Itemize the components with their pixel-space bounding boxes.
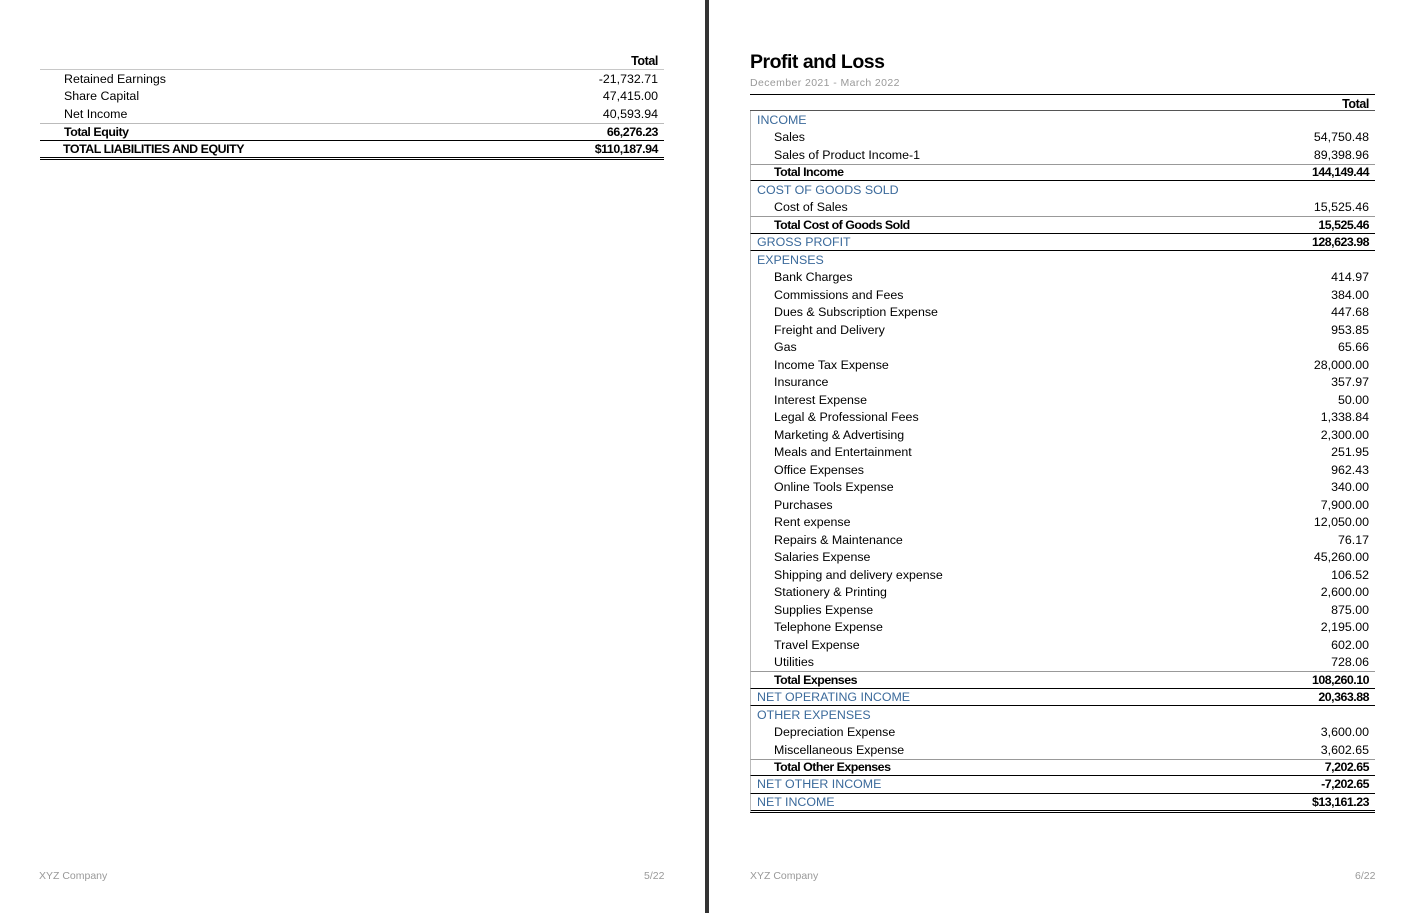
row-label: Net Income (64, 106, 128, 121)
total-income-row (750, 164, 1375, 182)
section-heading-other-expenses (750, 706, 1375, 724)
row-label: Supplies Expense (774, 602, 874, 617)
row-label: Legal & Professional Fees (774, 410, 919, 425)
grand-total-row (40, 140, 664, 160)
table-row (750, 391, 1375, 409)
row-label: TOTAL LIABILITIES AND EQUITY (63, 142, 245, 156)
row-label: Share Capital (64, 89, 140, 104)
profit-loss-table (750, 94, 1375, 813)
row-label: Income Tax Expense (774, 357, 889, 372)
table-row (750, 566, 1375, 584)
table-row (750, 549, 1375, 567)
row-value: 15,525.46 (1318, 217, 1369, 232)
table-row (40, 105, 664, 123)
row-label: Gas (774, 340, 797, 355)
row-value: -7,202.65 (1321, 777, 1369, 792)
row-value: 1,338.84 (1320, 410, 1369, 425)
row-value: $13,161.23 (1311, 794, 1369, 809)
table-row (750, 619, 1375, 637)
row-label: Freight and Delivery (774, 322, 885, 337)
total-other-expenses-row (750, 759, 1375, 777)
table-row (750, 426, 1375, 444)
section-label: COST OF GOODS SOLD (757, 182, 899, 197)
table-row (750, 321, 1375, 339)
row-value: 602.00 (1331, 637, 1369, 652)
row-value: 20,363.88 (1318, 689, 1369, 704)
row-label: Retained Earnings (64, 71, 166, 86)
report-page-5 (0, 0, 705, 913)
row-value: 875.00 (1331, 602, 1369, 617)
section-heading-cogs (750, 181, 1375, 199)
row-label: Bank Charges (774, 270, 853, 285)
row-value: 28,000.00 (1313, 357, 1369, 372)
row-value: 7,202.65 (1324, 760, 1369, 775)
section-label: OTHER EXPENSES (757, 707, 871, 722)
row-value: 962.43 (1331, 462, 1369, 477)
row-label: Salaries Expense (774, 550, 871, 565)
row-label: GROSS PROFIT (757, 234, 851, 249)
table-row (750, 479, 1375, 497)
row-value: 12,050.00 (1313, 515, 1369, 530)
total-cogs-row (750, 216, 1375, 234)
table-row (750, 601, 1375, 619)
row-value: 2,600.00 (1320, 585, 1369, 600)
row-label: Total Equity (64, 124, 129, 139)
table-row (750, 269, 1375, 287)
row-label: Total Other Expenses (774, 760, 891, 775)
row-label: Depreciation Expense (774, 725, 896, 740)
row-value: 89,398.96 (1313, 147, 1369, 162)
row-value: 108,260.10 (1311, 672, 1369, 687)
table-row (750, 531, 1375, 549)
row-value: 728.06 (1331, 655, 1369, 670)
row-label: Miscellaneous Expense (774, 742, 905, 757)
table-row (750, 374, 1375, 392)
row-value: $110,187.94 (594, 142, 658, 156)
footer-page-number: 6/22 (1355, 870, 1376, 882)
expense-list (750, 269, 1375, 672)
row-value: 54,750.48 (1313, 130, 1369, 145)
row-label: Rent expense (774, 515, 851, 530)
row-label: Cost of Sales (774, 200, 848, 215)
table-row (40, 70, 664, 88)
table-row (750, 304, 1375, 322)
row-label: Total Expenses (774, 672, 857, 687)
row-value: 3,600.00 (1320, 725, 1369, 740)
row-value: 3,602.65 (1320, 742, 1369, 757)
section-label: INCOME (757, 112, 807, 127)
row-label: Utilities (774, 655, 814, 670)
table-row (750, 339, 1375, 357)
table-row (750, 514, 1375, 532)
table-row (750, 636, 1375, 654)
row-value: 2,300.00 (1320, 427, 1369, 442)
row-value: 65.66 (1337, 340, 1369, 355)
table-row (750, 461, 1375, 479)
section-label: EXPENSES (757, 252, 824, 267)
row-label: Marketing & Advertising (774, 427, 905, 442)
table-row (750, 584, 1375, 602)
row-value: 2,195.00 (1320, 620, 1369, 635)
row-value: 414.97 (1331, 270, 1369, 285)
table-row (750, 199, 1375, 217)
row-label: Telephone Expense (774, 620, 883, 635)
balance-sheet-equity-table (40, 52, 664, 160)
section-heading-income (750, 111, 1375, 129)
column-header-total: Total (750, 94, 1375, 111)
footer-page-number: 5/22 (644, 870, 665, 882)
row-label: Office Expenses (774, 462, 864, 477)
row-value: 128,623.98 (1311, 234, 1369, 249)
row-label: Stationery & Printing (774, 585, 887, 600)
row-label: NET OTHER INCOME (757, 777, 882, 792)
report-title: Profit and Loss (750, 51, 885, 73)
row-value: 447.68 (1331, 305, 1369, 320)
row-label: Total Cost of Goods Sold (774, 217, 910, 232)
row-label: Sales (774, 130, 805, 145)
net-operating-income-row (750, 689, 1375, 707)
row-value: 40,593.94 (602, 106, 658, 121)
row-label: NET INCOME (757, 794, 835, 809)
row-label: Travel Expense (774, 637, 860, 652)
table-row (750, 444, 1375, 462)
report-page-6 (709, 0, 1417, 913)
footer-company: XYZ Company (750, 870, 819, 882)
row-label: NET OPERATING INCOME (757, 689, 911, 704)
row-label: Insurance (774, 375, 829, 390)
row-label: Purchases (774, 497, 833, 512)
row-label: Online Tools Expense (774, 480, 894, 495)
row-value: -21,732.71 (598, 71, 658, 86)
table-row (750, 356, 1375, 374)
row-value: 357.97 (1331, 375, 1369, 390)
row-label: Interest Expense (774, 392, 867, 407)
row-value: 45,260.00 (1313, 550, 1369, 565)
row-label: Repairs & Maintenance (774, 532, 903, 547)
table-row (750, 654, 1375, 672)
net-income-row (750, 794, 1375, 813)
footer-company: XYZ Company (39, 870, 108, 882)
row-label: Shipping and delivery expense (774, 567, 943, 582)
row-label: Meals and Entertainment (774, 445, 912, 460)
row-label: Sales of Product Income-1 (774, 147, 921, 162)
row-label: Dues & Subscription Expense (774, 305, 938, 320)
total-equity-row (40, 123, 664, 141)
row-value: 144,149.44 (1311, 165, 1369, 180)
table-row (750, 724, 1375, 742)
gross-profit-row (750, 234, 1375, 252)
column-header-total: Total (40, 52, 664, 70)
table-row (750, 496, 1375, 514)
row-value: 384.00 (1331, 287, 1369, 302)
row-value: 340.00 (1331, 480, 1369, 495)
table-row (750, 146, 1375, 164)
row-value: 15,525.46 (1313, 200, 1369, 215)
row-value: 76.17 (1337, 532, 1369, 547)
table-row (750, 741, 1375, 759)
row-value: 7,900.00 (1320, 497, 1369, 512)
row-value: 251.95 (1331, 445, 1369, 460)
table-row (40, 88, 664, 106)
table-row (750, 409, 1375, 427)
section-heading-expenses (750, 251, 1375, 269)
total-expenses-row (750, 671, 1375, 689)
row-value: 66,276.23 (606, 124, 658, 139)
table-row (750, 129, 1375, 147)
report-period: December 2021 - March 2022 (750, 77, 900, 89)
net-other-income-row (750, 776, 1375, 794)
row-label: Commissions and Fees (774, 287, 904, 302)
row-value: 50.00 (1337, 392, 1369, 407)
row-value: 953.85 (1331, 322, 1369, 337)
table-row (750, 286, 1375, 304)
row-value: 106.52 (1331, 567, 1369, 582)
row-label: Total Income (774, 165, 844, 180)
row-value: 47,415.00 (602, 89, 658, 104)
